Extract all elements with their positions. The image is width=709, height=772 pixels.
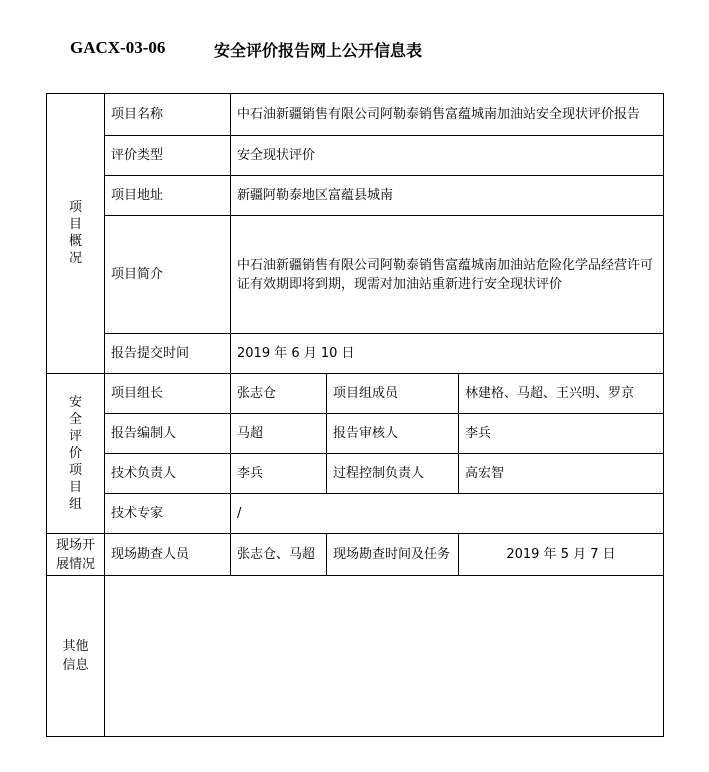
row-summary: [47, 216, 664, 334]
eval-type-label: 评价类型: [105, 136, 231, 176]
row-tech-lead: [47, 454, 664, 494]
members-label: 项目组成员: [327, 374, 459, 414]
submit-time-label: 报告提交时间: [105, 334, 231, 374]
process-control-value: 高宏智: [459, 454, 664, 494]
summary-label: 项目简介: [105, 216, 231, 334]
survey-time-value: 2019 年 5 月 7 日: [459, 534, 664, 576]
project-name-label: 项目名称: [105, 94, 231, 136]
tech-lead-value: 李兵: [231, 454, 327, 494]
section-team: 安全评价项目组: [47, 374, 105, 534]
leader-value: 张志仓: [231, 374, 327, 414]
leader-label: 项目组长: [105, 374, 231, 414]
document-code: GACX-03-06: [70, 38, 166, 57]
row-onsite: [47, 534, 664, 576]
reviewer-value: 李兵: [459, 414, 664, 454]
surveyors-label: 现场勘查人员: [105, 534, 231, 576]
row-team-leader: [47, 374, 664, 414]
row-submit-time: [47, 334, 664, 374]
address-value: 新疆阿勒泰地区富蕴县城南: [231, 176, 664, 216]
summary-value: 中石油新疆销售有限公司阿勒泰销售富蕴城南加油站危险化学品经营许可证有效期即将到期，现需对加油站重新进行安全现状评价: [231, 216, 664, 334]
row-expert: [47, 494, 664, 534]
document-title: 安全评价报告网上公开信息表: [214, 41, 423, 60]
author-label: 报告编制人: [105, 414, 231, 454]
members-value: 林建格、马超、王兴明、罗京: [459, 374, 664, 414]
process-control-label: 过程控制负责人: [327, 454, 459, 494]
tech-lead-label: 技术负责人: [105, 454, 231, 494]
row-author: [47, 414, 664, 454]
info-table: [46, 93, 664, 737]
eval-type-value: 安全现状评价: [231, 136, 664, 176]
other-content: [105, 576, 664, 737]
row-eval-type: [47, 136, 664, 176]
expert-value: /: [231, 494, 664, 534]
section-other: 其他信息: [47, 576, 105, 737]
surveyors-value: 张志仓、马超: [231, 534, 327, 576]
submit-time-value: 2019 年 6 月 10 日: [231, 334, 664, 374]
row-address: [47, 176, 664, 216]
author-value: 马超: [231, 414, 327, 454]
survey-time-label: 现场勘查时间及任务: [327, 534, 459, 576]
address-label: 项目地址: [105, 176, 231, 216]
section-onsite: 现场开展情况: [47, 534, 105, 576]
expert-label: 技术专家: [105, 494, 231, 534]
project-name-value: 中石油新疆销售有限公司阿勒泰销售富蕴城南加油站安全现状评价报告: [231, 94, 664, 136]
row-other: [47, 576, 664, 737]
row-project-name: [47, 94, 664, 136]
reviewer-label: 报告审核人: [327, 414, 459, 454]
section-overview: 项目概况: [47, 94, 105, 374]
